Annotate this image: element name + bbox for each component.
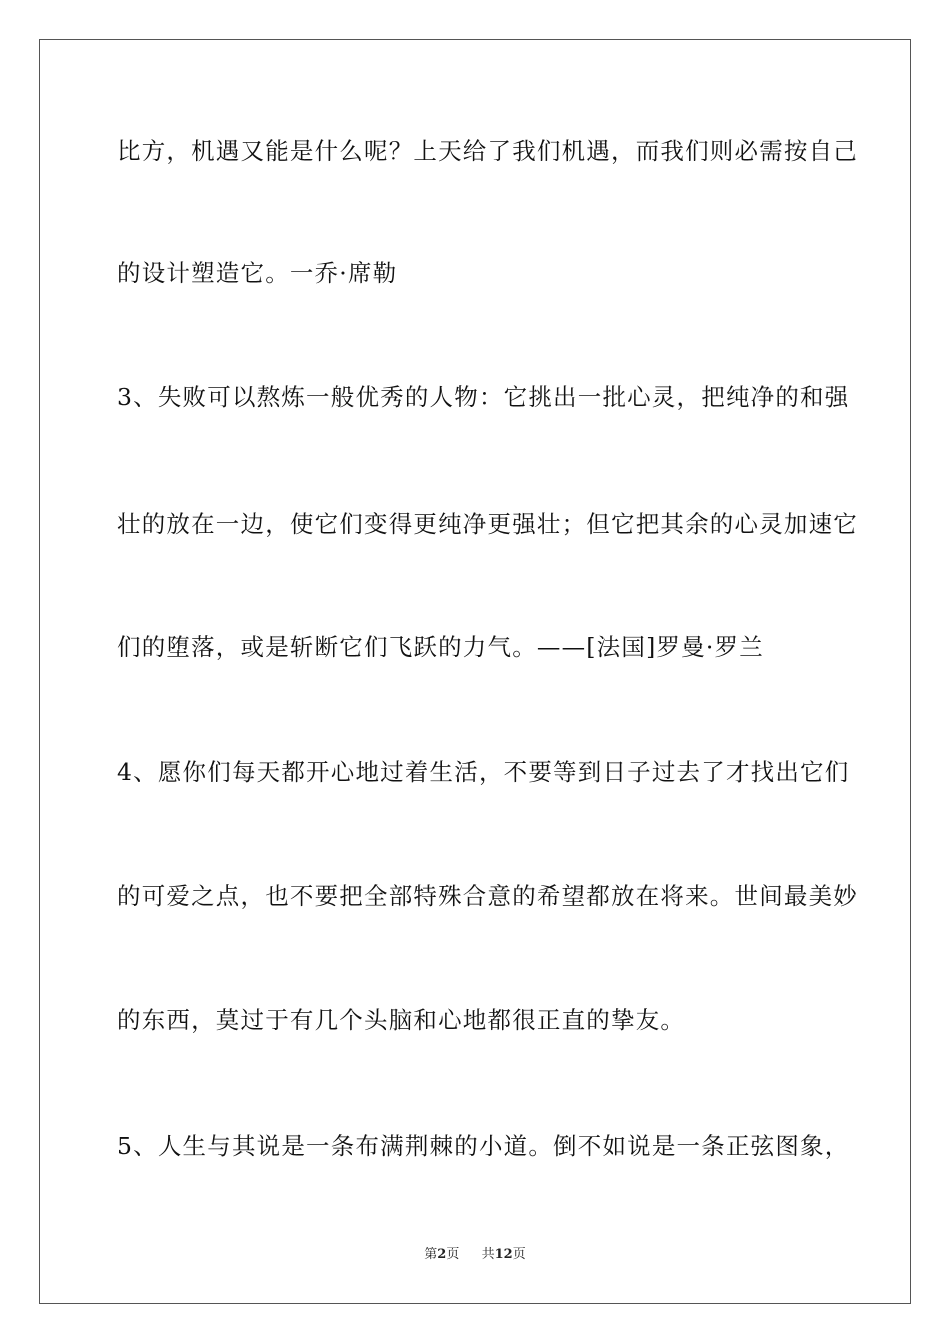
- text-line-4: 壮的放在一边，使它们变得更纯净更强壮；但它把其余的心灵加速它: [117, 510, 858, 538]
- text-line-1: 比方，机遇又能是什么呢？上天给了我们机遇，而我们则必需按自己: [117, 137, 858, 165]
- page-number: 2: [437, 1247, 447, 1262]
- text-line-8: 的东西，莫过于有几个头脑和心地都很正直的挚友。: [117, 1006, 686, 1034]
- text-line-5: 们的堕落，或是斩断它们飞跃的力气。——[法国]罗曼·罗兰: [117, 633, 764, 661]
- page-suffix: 页: [446, 1247, 460, 1262]
- text-line-2: 的设计塑造它。一乔·席勒: [117, 259, 398, 287]
- page-border: [39, 39, 911, 1304]
- page-number-label: [424, 1246, 459, 1264]
- page-footer: [0, 1246, 950, 1264]
- text-line-7: 的可爱之点，也不要把全部特殊合意的希望都放在将来。世间最美妙: [117, 882, 858, 910]
- text-line-3: 3、失败可以熬炼一般优秀的人物：它挑出一批心灵，把纯净的和强: [117, 383, 850, 411]
- total-pages-label: [482, 1246, 526, 1264]
- text-line-6: 4、愿你们每天都开心地过着生活，不要等到日子过去了才找出它们: [117, 758, 850, 786]
- text-line-9: 5、人生与其说是一条布满荆棘的小道。倒不如说是一条正弦图象，: [117, 1132, 850, 1160]
- total-prefix: 共: [481, 1247, 495, 1262]
- page-prefix: 第: [424, 1247, 438, 1262]
- total-suffix: 页: [512, 1247, 526, 1262]
- total-pages: 12: [494, 1247, 513, 1262]
